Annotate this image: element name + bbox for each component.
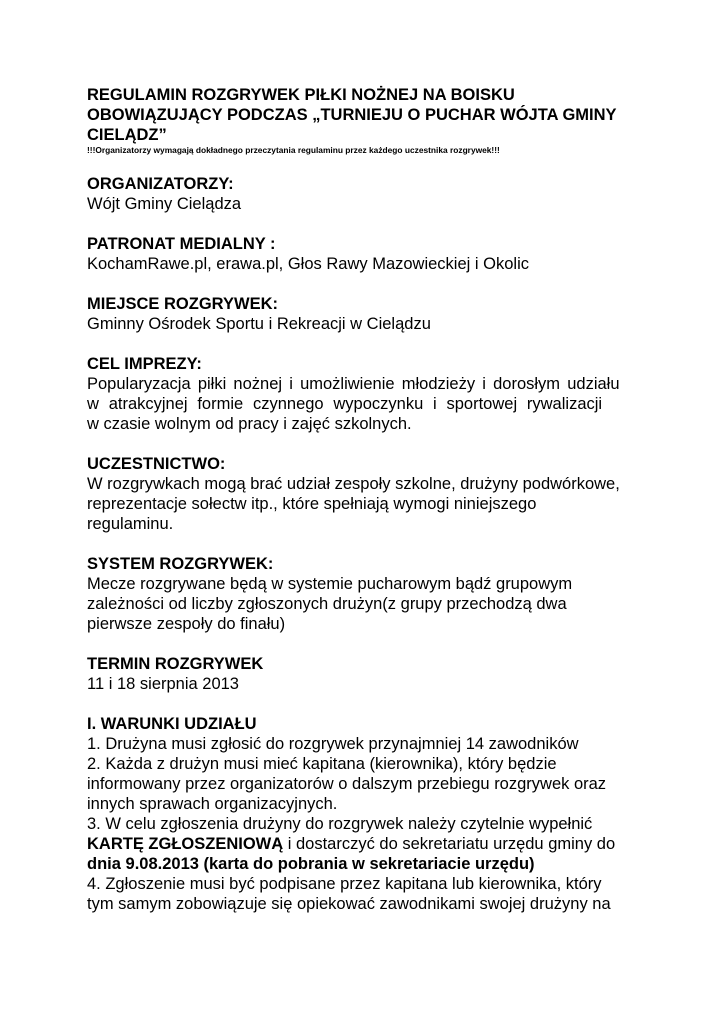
section-heading: MIEJSCE ROZGRYWEK:	[87, 295, 278, 313]
section-heading: SYSTEM ROZGRYWEK:	[87, 555, 274, 573]
section-text-line: Mecze rozgrywane będą w systemie pucharowym bądź grupowym	[87, 575, 573, 593]
title-line-2: OBOWIĄZUJĄCY PODCZAS „TURNIEJU O PUCHAR WÓJTA GMINY	[87, 106, 617, 124]
section-heading: ORGANIZATORZY:	[87, 175, 234, 193]
section-heading: CEL IMPREZY:	[87, 355, 202, 373]
section-dates	[87, 654, 647, 694]
condition-item-2-line: innych sprawach organizacyjnych.	[87, 795, 338, 813]
section-patronage	[87, 234, 647, 274]
condition-item-3-text: i dostarczyć do sekretariatu urzędu gminy do	[283, 835, 616, 853]
condition-item-2-line: informowany przez organizatorów o dalszym przebiegu rozgrywek oraz	[87, 775, 607, 793]
section-heading: TERMIN ROZGRYWEK	[87, 655, 264, 673]
condition-item-3-line: 3. W celu zgłoszenia drużyny do rozgrywek należy czytelnie wypełnić	[87, 815, 593, 833]
section-venue	[87, 294, 647, 334]
section-text-line: reprezentacje sołectw itp., które spełniają wymogi niniejszego	[87, 495, 537, 513]
deadline-text: 9.08.2013 (karta do pobrania w sekretariacie urzędu)	[125, 855, 535, 873]
section-text-line: zależności od liczby zgłoszonych drużyn(z grupy przechodzą dwa	[87, 595, 567, 613]
section-text-line: w czasie wolnym od pracy i zajęć szkolnych.	[87, 415, 412, 433]
section-text: KochamRawe.pl, erawa.pl, Głos Rawy Mazowieckiej i Okolic	[87, 255, 529, 273]
section-text: 11 i 18 sierpnia 2013	[87, 675, 239, 693]
condition-item-4-line: tym samym zobowiązuje się opiekować zawodnikami swojej drużyny na	[87, 895, 611, 913]
deadline-prefix: dnia	[87, 855, 126, 873]
section-text-line: w atrakcyjnej formie czynnego wypoczynku i sportowej rywalizacji	[87, 395, 603, 413]
document-title	[87, 85, 647, 145]
section-system	[87, 554, 647, 634]
condition-item-2-line: 2. Każda z drużyn musi mieć kapitana (kierownika), który będzie	[87, 755, 557, 773]
reading-warning: !!!Organizatorzy wymagają dokładnego przeczytania regulaminu przez każdego uczestnika rozgrywek!!!	[87, 145, 500, 155]
section-participation	[87, 454, 647, 534]
condition-item-1: 1. Drużyna musi zgłosić do rozgrywek przynajmniej 14 zawodników	[87, 735, 579, 753]
section-text-line: pierwsze zespoły do finału)	[87, 615, 286, 633]
section-text-line: regulaminu.	[87, 515, 174, 533]
section-text: Wójt Gminy Cielądza	[87, 195, 242, 213]
title-line-1: REGULAMIN ROZGRYWEK PIŁKI NOŻNEJ NA BOISKU	[87, 86, 515, 104]
section-text: Gminny Ośrodek Sportu i Rekreacji w Cielądzu	[87, 315, 431, 333]
title-line-3: CIELĄDZ”	[87, 126, 167, 144]
condition-item-3-line	[87, 854, 647, 874]
section-conditions	[87, 714, 647, 914]
section-heading: UCZESTNICTWO:	[87, 455, 226, 473]
section-text-line: W rozgrywkach mogą brać udział zespoły szkolne, drużyny podwórkowe,	[87, 475, 620, 493]
document-page	[87, 85, 647, 914]
section-text-line: Popularyzacja piłki nożnej i umożliwienie młodzieży i dorosłym udziału	[87, 375, 620, 393]
section-organizers	[87, 174, 647, 214]
section-goal	[87, 354, 647, 434]
section-heading: PATRONAT MEDIALNY :	[87, 235, 276, 253]
condition-item-3-line	[87, 834, 647, 854]
section-heading: I. WARUNKI UDZIAŁU	[87, 715, 257, 733]
condition-item-4-line: 4. Zgłoszenie musi być podpisane przez kapitana lub kierownika, który	[87, 875, 602, 893]
registration-card-label: KARTĘ ZGŁOSZENIOWĄ	[87, 835, 284, 853]
